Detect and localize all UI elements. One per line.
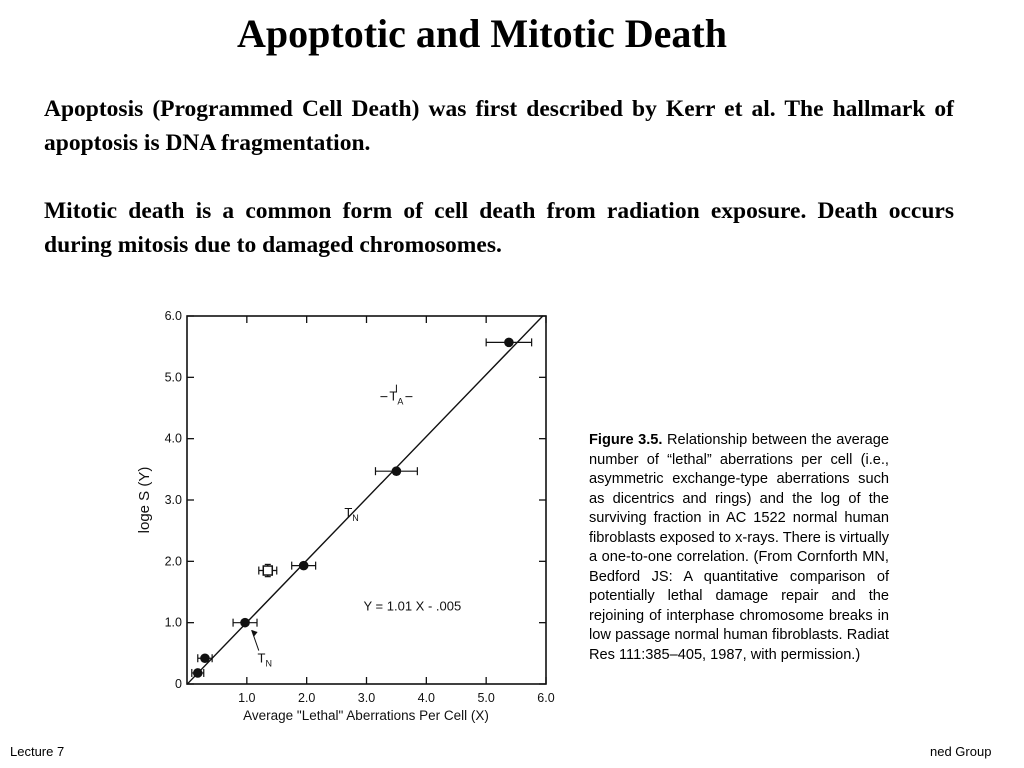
y-tick-label: 6.0 [164,309,182,323]
regression-line [187,316,543,685]
footer-group: ned Group [930,744,992,759]
x-tick-labels [238,691,555,705]
x-tick-label: 3.0 [357,691,376,705]
caption-text: Relationship between the average number of “lethal” aberrations per cell (i.e., asymmetric exchange-type aberrations such as dicentrics and rings) and the log of the surviving fraction in AC 1522 normal human fibroblasts exposed to x-rays. There is virtually a one-to-one correlation. (From Cornforth MN, Bedford JS: A quantitative comparison of potentially lethal damage repair and the rejoining of interphase chromosome breaks in low passage normal human fibroblasts. Radiat Res 111:385–405, 1987, with permission.) [589,432,889,663]
apoptosis-paragraph: Apoptosis (Programmed Cell Death) was first described by Kerr et al. The hallmark of apoptosis is DNA fragmentation. [44,96,954,156]
y-tick-label: 4.0 [164,431,182,446]
y-tick-labels [165,309,182,691]
data-point [299,561,309,571]
y-tick-label: 3.0 [164,493,182,507]
y-tick-label: 1.0 [164,615,182,630]
x-tick-label: 1.0 [238,691,256,705]
annotation-label: $T_N$ [344,505,359,524]
annotation-subscript: N [352,513,359,524]
figure-caption [589,431,889,665]
slide-title: Apoptotic and Mitotic Death [237,11,727,56]
mitotic-death-paragraph: Mitotic death is a common form of cell death from radiation exposure. Death occurs during mitosis due to damaged chromosomes. [44,198,954,258]
chart-annotations [252,385,413,669]
x-axis-label: Average "Lethal" Aberrations Per Cell (X) [243,708,489,723]
y-tick-label: 2.0 [164,554,182,569]
y-tick-label: 0 [175,677,182,691]
x-tick-label: 4.0 [417,691,436,705]
data-points [192,338,532,678]
annotation-subscript: N [265,658,273,669]
footer-lecture: Lecture 7 [10,744,65,759]
data-point [392,466,402,476]
data-point [193,668,203,678]
x-tick-label: 6.0 [537,691,555,705]
caption-label: Figure 3.5. [589,432,663,448]
x-tick-label: 5.0 [477,691,495,705]
data-point-open-square [263,566,272,575]
survival-aberrations-chart [130,300,570,730]
annotation-label: $T_A$ [389,388,404,407]
data-point [240,618,250,628]
data-point [200,653,210,663]
annotation-label: $T_N$ [257,650,273,669]
annotation-subscript: A [397,396,404,407]
y-axis-label: loge S (Y) [136,466,153,534]
fit-equation-label: Y = 1.01 X - .005 [363,598,462,614]
y-tick-label: 5.0 [164,370,182,385]
x-tick-label: 2.0 [297,691,316,705]
data-point [504,338,514,348]
